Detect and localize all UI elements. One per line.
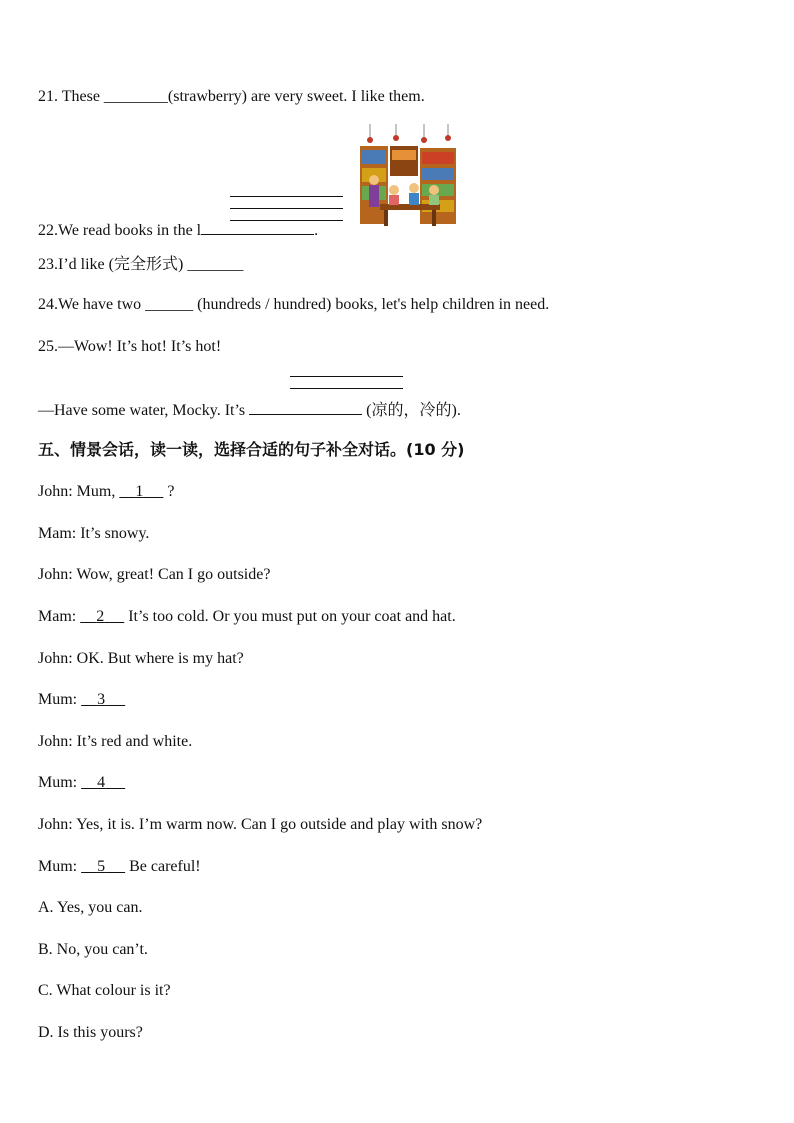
question-text: (hundreds / hundred) books, let's help children in need. bbox=[193, 296, 550, 313]
dialogue-blank-3[interactable] bbox=[81, 691, 125, 708]
dialogue-line bbox=[38, 815, 482, 835]
option-d[interactable]: D. Is this yours? bbox=[38, 1024, 143, 1041]
dialogue-text: ? bbox=[163, 483, 175, 500]
dialogue-line bbox=[38, 857, 201, 877]
dialogue-line bbox=[38, 607, 456, 627]
answer-blank[interactable]: ______ bbox=[145, 296, 194, 313]
blank-number: 2 bbox=[96, 608, 105, 625]
answer-line[interactable] bbox=[290, 376, 403, 377]
dialogue-text: John: OK. But where is my hat? bbox=[38, 650, 244, 667]
question-text: . These bbox=[54, 88, 104, 105]
dialogue-blank-1[interactable] bbox=[119, 483, 163, 500]
dialogue-text: John: It’s red and white. bbox=[38, 733, 193, 750]
question-text: —Have some water, Mocky. It’s bbox=[38, 402, 250, 419]
dialogue-line bbox=[38, 482, 174, 502]
dialogue-text: John: Yes, it is. I’m warm now. Can I go outside and play with snow? bbox=[38, 816, 483, 833]
dialogue-text: Mum: bbox=[38, 774, 82, 791]
blank-number: 3 bbox=[97, 691, 106, 708]
answer-line[interactable] bbox=[290, 388, 403, 389]
question-22 bbox=[38, 220, 318, 241]
dialogue-text: It’s too cold. Or you must put on your coat and hat. bbox=[124, 608, 456, 625]
dialogue-text: John: Wow, great! Can I go outside? bbox=[38, 566, 271, 583]
dialogue-blank-4[interactable] bbox=[81, 774, 125, 791]
answer-blank[interactable] bbox=[249, 400, 362, 415]
question-number: 23 bbox=[38, 256, 54, 273]
dialogue-text: Mam: It’s snowy. bbox=[38, 525, 150, 542]
dialogue-blank-5[interactable] bbox=[81, 858, 125, 875]
dialogue-line bbox=[38, 732, 192, 752]
option-b[interactable]: B. No, you can’t. bbox=[38, 941, 148, 958]
dialogue-text: Mam: bbox=[38, 608, 81, 625]
dialogue-text: John: Mum, bbox=[38, 483, 120, 500]
option-c[interactable]: C. What colour is it? bbox=[38, 982, 171, 999]
dialogue-line bbox=[38, 524, 149, 544]
blank-number: 5 bbox=[97, 858, 106, 875]
question-number: 22 bbox=[38, 222, 54, 239]
library-illustration bbox=[358, 124, 458, 229]
answer-blank[interactable] bbox=[201, 220, 314, 235]
question-number: 25 bbox=[38, 338, 54, 355]
library-picture bbox=[358, 124, 458, 229]
question-text: (凉的，冷的). bbox=[362, 402, 461, 419]
section-heading: 五、情景会话，读一读，选择合适的句子补全对话。(10 分) bbox=[38, 440, 465, 459]
question-text: .I’d like (完全形式) bbox=[54, 256, 188, 273]
dialogue-line bbox=[38, 773, 125, 793]
dialogue-text: Be careful! bbox=[125, 858, 201, 875]
option-a[interactable]: A. Yes, you can. bbox=[38, 899, 143, 916]
question-number: 21 bbox=[38, 88, 54, 105]
question-text: .—Wow! It’s hot! It’s hot! bbox=[54, 338, 222, 355]
dialogue-line bbox=[38, 565, 270, 585]
blank-number: 4 bbox=[97, 774, 106, 791]
question-number: 24 bbox=[38, 296, 54, 313]
answer-line[interactable] bbox=[230, 196, 343, 197]
question-text: .We have two bbox=[54, 296, 146, 313]
answer-blank[interactable]: _______ bbox=[187, 256, 244, 273]
dialogue-text: Mum: bbox=[38, 858, 82, 875]
question-25-reply bbox=[38, 400, 461, 421]
dialogue-line bbox=[38, 649, 244, 669]
answer-blank[interactable]: ________ bbox=[103, 88, 168, 105]
question-21 bbox=[38, 87, 425, 107]
answer-line[interactable] bbox=[230, 208, 343, 209]
dialogue-line bbox=[38, 690, 125, 710]
question-23 bbox=[38, 255, 243, 275]
question-text: (strawberry) are very sweet. I like them. bbox=[167, 88, 425, 105]
question-25 bbox=[38, 337, 221, 357]
answer-lines bbox=[290, 376, 403, 400]
dialogue-text: Mum: bbox=[38, 691, 82, 708]
question-text: .We read books in the l bbox=[54, 222, 202, 239]
question-text: . bbox=[314, 222, 319, 239]
question-24 bbox=[38, 295, 549, 315]
blank-number: 1 bbox=[135, 483, 144, 500]
dialogue-blank-2[interactable] bbox=[80, 608, 124, 625]
